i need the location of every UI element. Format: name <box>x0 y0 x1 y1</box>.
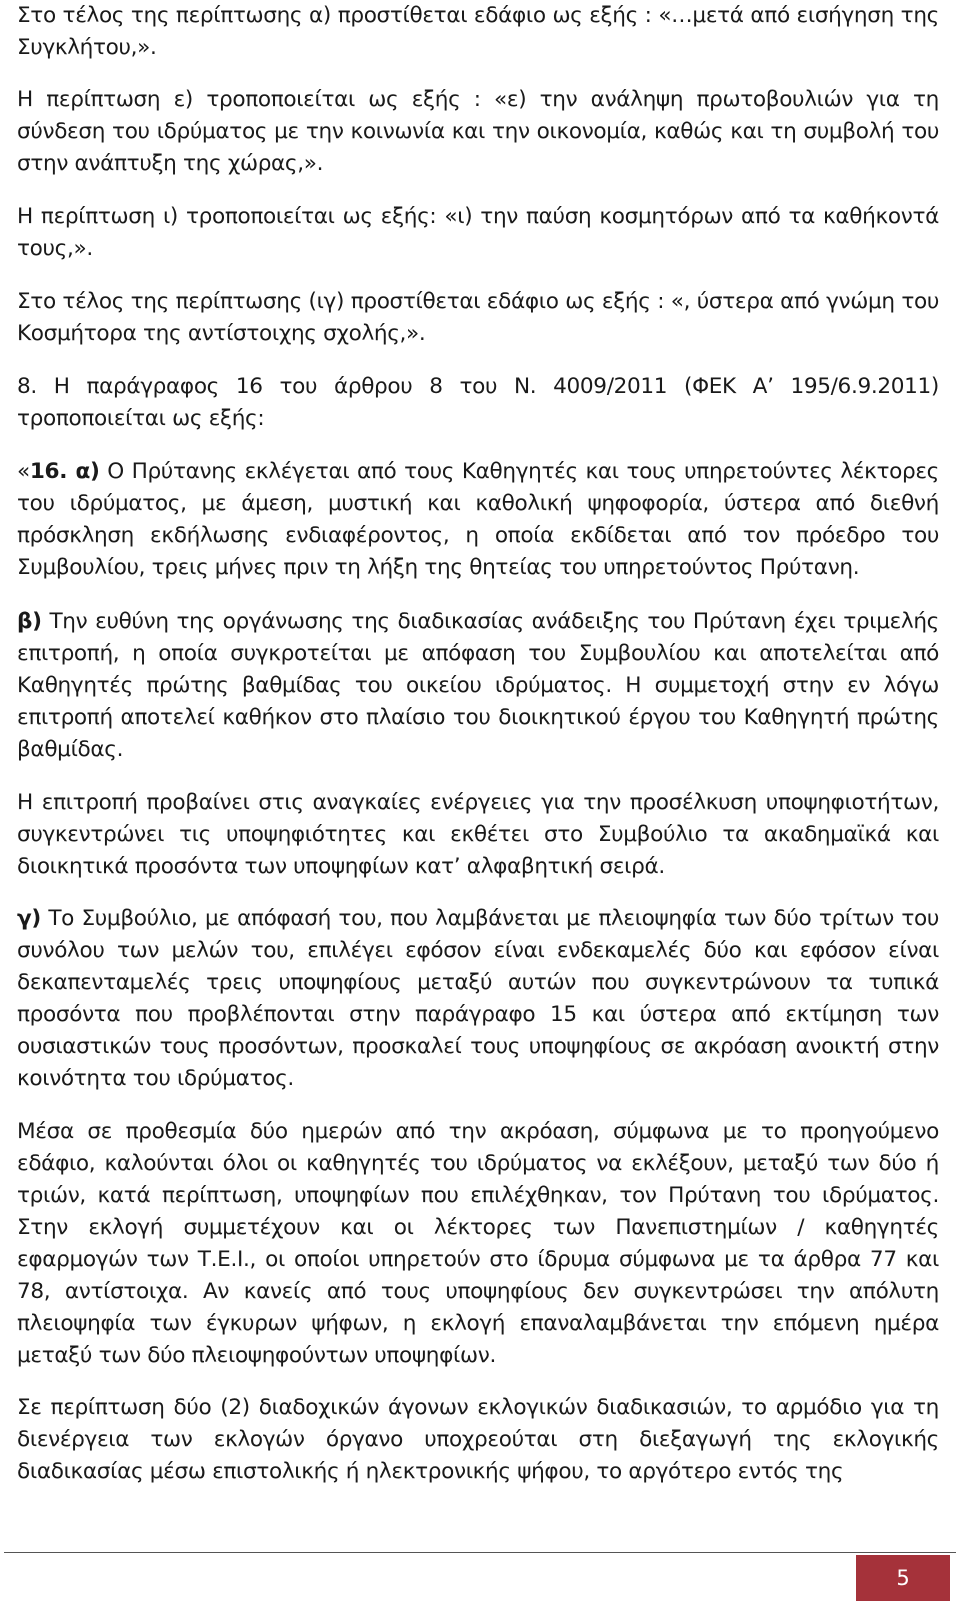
paragraph-10 <box>17 1116 939 1372</box>
paragraph-text: Σε περίπτωση δύο (2) διαδοχικών άγονων εκλογικών διαδικασιών, το αρμόδιο για τη διενέργεια των εκλογών όργανο υποχρεούται στη διεξαγωγή της εκλογικής διαδικασίας μέσω επιστολικής ή ηλεκτρονικής ψήφου, το αργότερο εντός της <box>17 1395 939 1484</box>
paragraph-text: Η επιτροπή προβαίνει στις αναγκαίες ενέργειες για την προσέλκυση υποψηφιοτήτων, συγκεντρώνει τις υποψηφιότητες και εκθέτει στο Συμβούλιο τα ακαδημαϊκά και διοικητικά προσόντα των υποψηφίων κατ’ αλφαβητική σειρά. <box>17 790 939 879</box>
paragraph-4 <box>17 286 939 350</box>
paragraph-7 <box>17 606 939 766</box>
paragraph-lead: γ) <box>17 906 41 931</box>
paragraph-lead: 16. α) <box>29 459 100 484</box>
paragraph-text: Η περίπτωση ι) τροποποιείται ως εξής: «ι) την παύση κοσμητόρων από τα καθήκοντά τους,». <box>17 204 939 261</box>
paragraph-1 <box>17 0 939 64</box>
paragraph-lead: β) <box>17 609 42 634</box>
paragraph-text: 8. Η παράγραφος 16 του άρθρου 8 του Ν. 4009/2011 (ΦΕΚ Α’ 195/6.9.2011) τροποποιείται ως εξής: <box>17 374 939 431</box>
paragraph-text: Στο τέλος της περίπτωσης α) προστίθεται εδάφιο ως εξής : «…μετά από εισήγηση της Συγκλήτου,». <box>17 3 939 60</box>
paragraph-text: Στο τέλος της περίπτωσης (ιγ) προστίθεται εδάφιο ως εξής : «, ύστερα από γνώμη του Κοσμήτορα της αντίστοιχης σχολής,». <box>17 289 939 346</box>
paragraph-9 <box>17 903 939 1095</box>
paragraph-6 <box>17 456 939 584</box>
paragraph-text: Μέσα σε προθεσμία δύο ημερών από την ακρόαση, σύμφωνα με το προηγούμενο εδάφιο, καλούνται όλοι οι καθηγητές του ιδρύματος να εκλέξουν, μεταξύ των δύο ή τριών, κατά περίπτωση, υποψηφίων που επιλέχθηκαν, τον Πρύτανη του ιδρύματος. Στην εκλογή συμμετέχουν και οι λέκτορες των Πανεπιστημίων / καθηγητές εφαρμογών των Τ.Ε.Ι., οι οποίοι υπηρετούν στο ίδρυμα σύμφωνα με τα άρθρα 77 και 78, αντίστοιχα. Αν κανείς από τους υποψηφίους δεν συγκεντρώσει την απόλυτη πλειοψηφία των έγκυρων ψήφων, η εκλογή επαναλαμβάνεται την επόμενη ημέρα μεταξύ των δύο πλειοψηφούντων υποψηφίων. <box>17 1119 939 1368</box>
paragraph-text: Την ευθύνη της οργάνωσης της διαδικασίας ανάδειξης του Πρύτανη έχει τριμελής επιτροπή, η οποία συγκροτείται με απόφαση του Συμβουλίου και αποτελείται από Καθηγητές πρώτης βαθμίδας του οικείου ιδρύματος. Η συμμετοχή στην εν λόγω επιτροπή αποτελεί καθήκον στο πλαίσιο του διοικητικού έργου του Καθηγητή πρώτης βαθμίδας. <box>17 609 939 762</box>
paragraph-3 <box>17 201 939 265</box>
paragraph-text: Το Συμβούλιο, με απόφασή του, που λαμβάνεται με πλειοψηφία των δύο τρίτων του συνόλου των μελών του, επιλέγει εφόσον είναι ενδεκαμελές δύο και εφόσον είναι δεκαπενταμελές τρεις υποψηφίους μεταξύ αυτών που συγκεντρώνουν τα τυπικά προσόντα που προβλέπονται στην παράγραφο 15 και ύστερα από εκτίμηση των ουσιαστικών τους προσόντων, προσκαλεί τους υποψηφίους σε ακρόαση ανοικτή στην κοινότητα του ιδρύματος. <box>17 906 939 1091</box>
page-number: 5 <box>856 1555 950 1601</box>
paragraph-8 <box>17 787 939 883</box>
paragraph-2 <box>17 84 939 180</box>
quote-mark: « <box>17 459 30 484</box>
footer-divider <box>4 1552 956 1553</box>
paragraph-text: Ο Πρύτανης εκλέγεται από τους Καθηγητές και τους υπηρετούντες λέκτορες του ιδρύματος, με άμεση, μυστική και καθολική ψηφοφορία, ύστερα από διεθνή πρόσκληση εκδήλωσης ενδιαφέροντος, η οποία εκδίδεται από τον πρόεδρο του Συμβουλίου, τρεις μήνες πριν τη λήξη της θητείας του υπηρετούντος Πρύτανη. <box>17 459 940 580</box>
paragraph-5 <box>17 371 939 435</box>
paragraph-text: Η περίπτωση ε) τροποποιείται ως εξής : «ε) την ανάληψη πρωτοβουλιών για τη σύνδεση του ιδρύματος με την κοινωνία και την οικονομία, καθώς και τη συμβολή του στην ανάπτυξη της χώρας,». <box>17 87 939 176</box>
paragraph-11 <box>17 1392 939 1488</box>
